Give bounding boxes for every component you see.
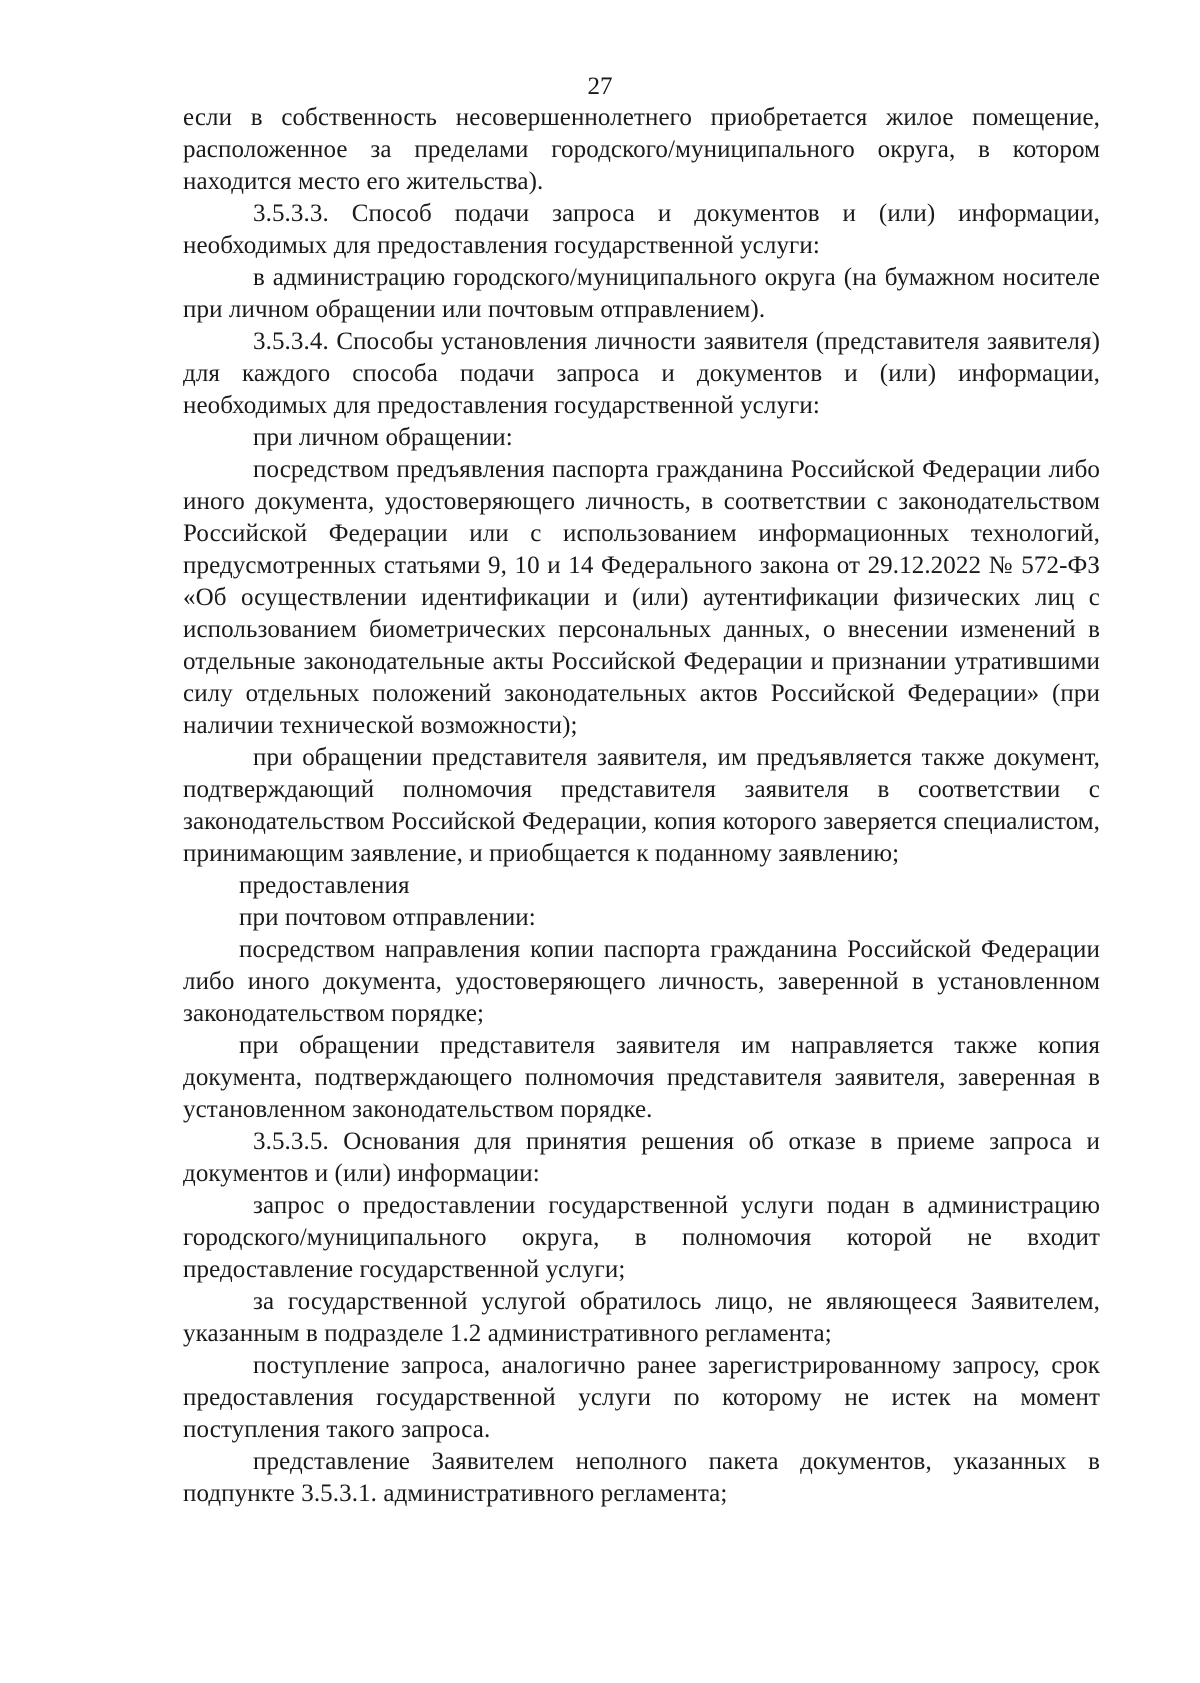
paragraph: при обращении представителя заявителя им направляется также копия документа, подтверждающего полномочия представителя заявителя, заверенная в установленном законодательством порядке. — [183, 1032, 1100, 1123]
paragraph: предоставления — [239, 872, 410, 899]
paragraph: при обращении представителя заявителя, им предъявляется также документ, подтверждающий полномочия представителя заявителя в соответствии с законодательством Российской Федерации, копия которого заверяется специалистом, принимающим заявление, и приобщается к поданному заявлению; — [183, 744, 1100, 867]
paragraph: 3.5.3.5. Основания для принятия решения об отказе в приеме запроса и документов и (или) информации: — [183, 1128, 1100, 1187]
paragraph: при почтовом отправлении: — [239, 904, 536, 931]
paragraph: запрос о предоставлении государственной услуги подан в администрацию городского/муниципального округа, в полномочия которой не входит предоставление государственной услуги; — [183, 1192, 1100, 1283]
paragraph: посредством предъявления паспорта гражданина Российской Федерации либо иного документа, удостоверяющего личность, в соответствии с законодательством Российской Федерации или с использованием информационных технологий, предусмотренных статьями 9, 10 и 14 Федерального закона от 29.12.2022 № 572-ФЗ «Об осуществлении идентификации и (или) аутентификации физических лиц с использованием биометрических персональных данных, о внесении изменений в отдельные законодательные акты Российской Федерации и признании утратившими силу отдельных положений законодательных актов Российской Федерации» (при наличии технической возможности); — [183, 456, 1100, 739]
page-number: 27 — [587, 73, 613, 100]
paragraph: в администрацию городского/муниципального округа (на бумажном носителе при личном обращении или почтовым отправлением). — [183, 264, 1100, 323]
paragraph: 3.5.3.3. Способ подачи запроса и документов и (или) информации, необходимых для предоставления государственной услуги: — [183, 200, 1100, 259]
document-body — [183, 102, 1100, 1510]
paragraph: если в собственность несовершеннолетнего приобретается жилое помещение, расположенное за пределами городского/муниципального округа, в котором находится место его жительства). — [183, 104, 1100, 195]
paragraph: при личном обращении: — [253, 424, 513, 451]
paragraph: за государственной услугой обратилось лицо, не являющееся Заявителем, указанным в подразделе 1.2 административного регламента; — [183, 1288, 1100, 1347]
paragraph: посредством направления копии паспорта гражданина Российской Федерации либо иного документа, удостоверяющего личность, заверенной в установленном законодательством порядке; — [183, 936, 1100, 1027]
paragraph: поступление запроса, аналогично ранее зарегистрированному запросу, срок предоставления государственной услуги по которому не истек на момент поступления такого запроса. — [183, 1352, 1100, 1443]
paragraph: представление Заявителем неполного пакета документов, указанных в подпункте 3.5.3.1. административного регламента; — [183, 1448, 1100, 1507]
paragraph: 3.5.3.4. Способы установления личности заявителя (представителя заявителя) для каждого способа подачи запроса и документов и (или) информации, необходимых для предоставления государственной услуги: — [183, 328, 1100, 419]
